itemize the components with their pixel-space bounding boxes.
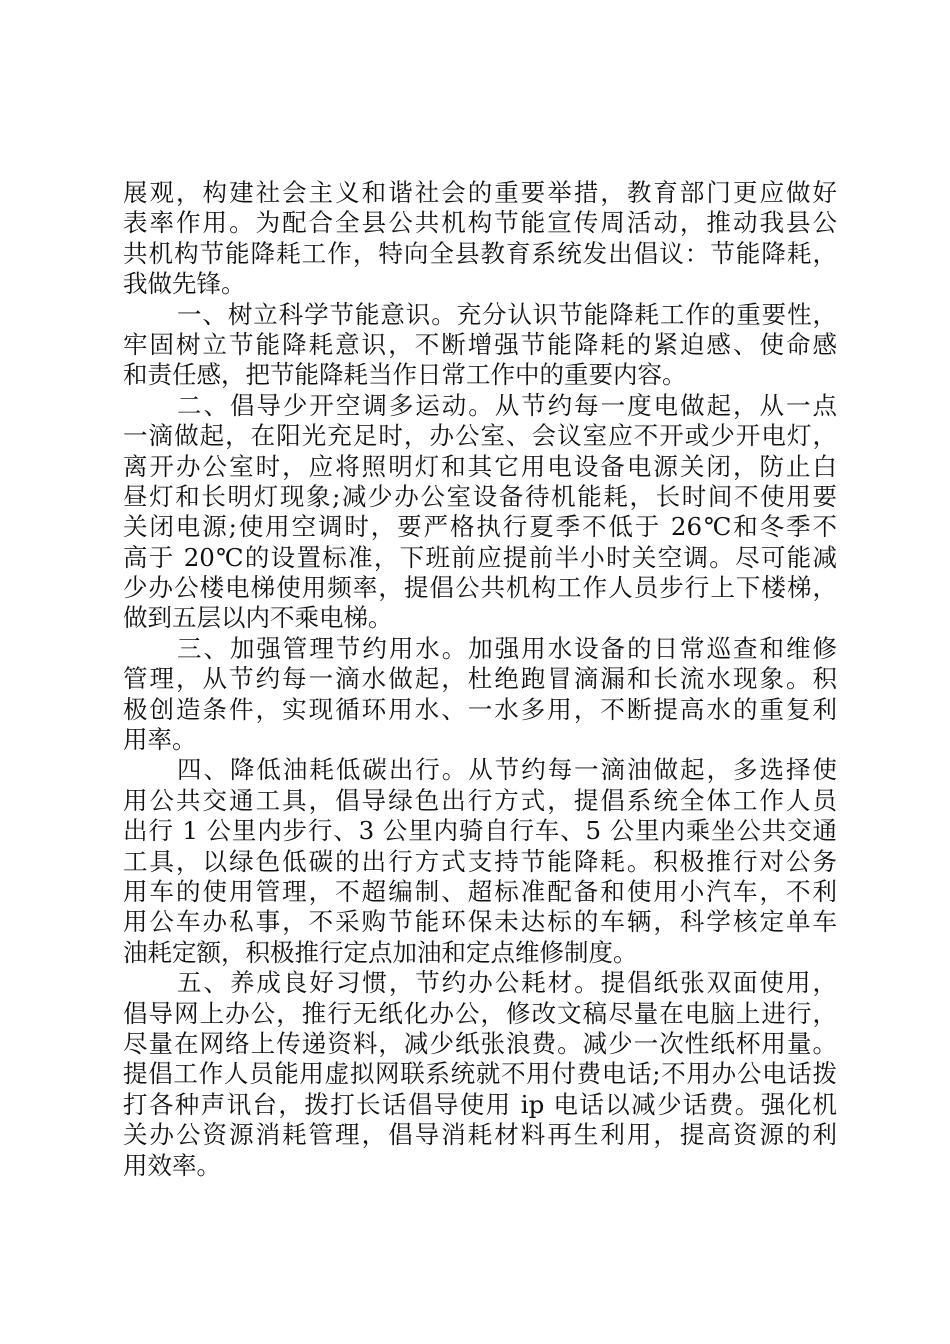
text-line: 离开办公室时，应将照明灯和其它用电设备电源关闭，防止白 <box>123 451 837 481</box>
text-line: 用公车办私事，不采购节能环保未达标的车辆，科学核定单车 <box>123 907 837 937</box>
text-line: 展观，构建社会主义和谐社会的重要举措，教育部门更应做好 <box>123 178 837 207</box>
text-line: 少办公楼电梯使用频率，提倡公共机构工作人员步行上下楼梯， <box>123 573 837 603</box>
text-line: 管理，从节约每一滴水做起，杜绝跑冒滴漏和长流水现象。积 <box>123 664 837 694</box>
text-line: 我做先锋。 <box>123 269 246 299</box>
text-line: 五、养成良好习惯，节约办公耗材。提倡纸张双面使用， <box>177 968 837 998</box>
text-line: 表率作用。为配合全县公共机构节能宣传周活动，推动我县公 <box>123 208 837 238</box>
text-line: 工具，以绿色低碳的出行方式支持节能降耗。积极推行对公务 <box>123 846 837 876</box>
text-line: 和责任感，把节能降耗当作日常工作中的重要内容。 <box>123 360 687 390</box>
text-line: 四、降低油耗低碳出行。从节约每一滴油做起，多选择使 <box>177 755 837 785</box>
text-line: 高于 20℃的设置标准，下班前应提前半小时关空调。尽可能减 <box>123 542 837 572</box>
text-line: 共机构节能降耗工作，特向全县教育系统发出倡议：节能降耗， <box>123 238 837 268</box>
text-line: 用公共交通工具，倡导绿色出行方式，提倡系统全体工作人员 <box>123 785 837 815</box>
text-line: 油耗定额，积极推行定点加油和定点维修制度。 <box>123 937 638 967</box>
paragraph-6 <box>123 968 837 1181</box>
text-line: 一滴做起，在阳光充足时，办公室、会议室应不开或少开电灯， <box>123 421 837 451</box>
text-line: 极创造条件，实现循环用水、一水多用，不断提高水的重复利 <box>123 694 837 724</box>
text-line: 关办公资源消耗管理，倡导消耗材料再生利用，提高资源的利 <box>123 1120 837 1150</box>
text-line: 出行 1 公里内步行、3 公里内骑自行车、5 公里内乘坐公共交通 <box>123 816 837 846</box>
document-body <box>123 178 837 1181</box>
text-line: 打各种声讯台，拨打长话倡导使用 ip 电话以减少话费。强化机 <box>123 1089 837 1119</box>
text-line: 二、倡导少开空调多运动。从节约每一度电做起，从一点 <box>177 390 837 420</box>
text-line: 昼灯和长明灯现象;减少办公室设备待机能耗，长时间不使用要 <box>123 481 837 511</box>
text-line: 一、树立科学节能意识。充分认识节能降耗工作的重要性， <box>177 299 837 329</box>
text-line: 三、加强管理节约用水。加强用水设备的日常巡查和维修 <box>177 633 837 663</box>
text-line: 关闭电源;使用空调时，要严格执行夏季不低于 26℃和冬季不 <box>123 512 837 542</box>
text-line: 用效率。 <box>123 1150 221 1180</box>
text-line: 提倡工作人员能用虚拟网联系统就不用付费电话;不用办公电话拨 <box>123 1059 837 1089</box>
paragraph-1 <box>123 178 837 300</box>
paragraph-2 <box>123 300 837 391</box>
paragraph-5 <box>123 755 837 968</box>
text-line: 牢固树立节能降耗意识，不断增强节能降耗的紧迫感、使命感 <box>123 329 837 359</box>
text-line: 做到五层以内不乘电梯。 <box>123 603 393 633</box>
paragraph-3 <box>123 391 837 634</box>
text-line: 用车的使用管理，不超编制、超标准配备和使用小汽车，不利 <box>123 876 837 906</box>
text-line: 用率。 <box>123 725 197 755</box>
text-line: 尽量在网络上传递资料，减少纸张浪费。减少一次性纸杯用量。 <box>123 1028 837 1058</box>
paragraph-4 <box>123 634 837 756</box>
text-line: 倡导网上办公，推行无纸化办公，修改文稿尽量在电脑上进行， <box>123 998 837 1028</box>
